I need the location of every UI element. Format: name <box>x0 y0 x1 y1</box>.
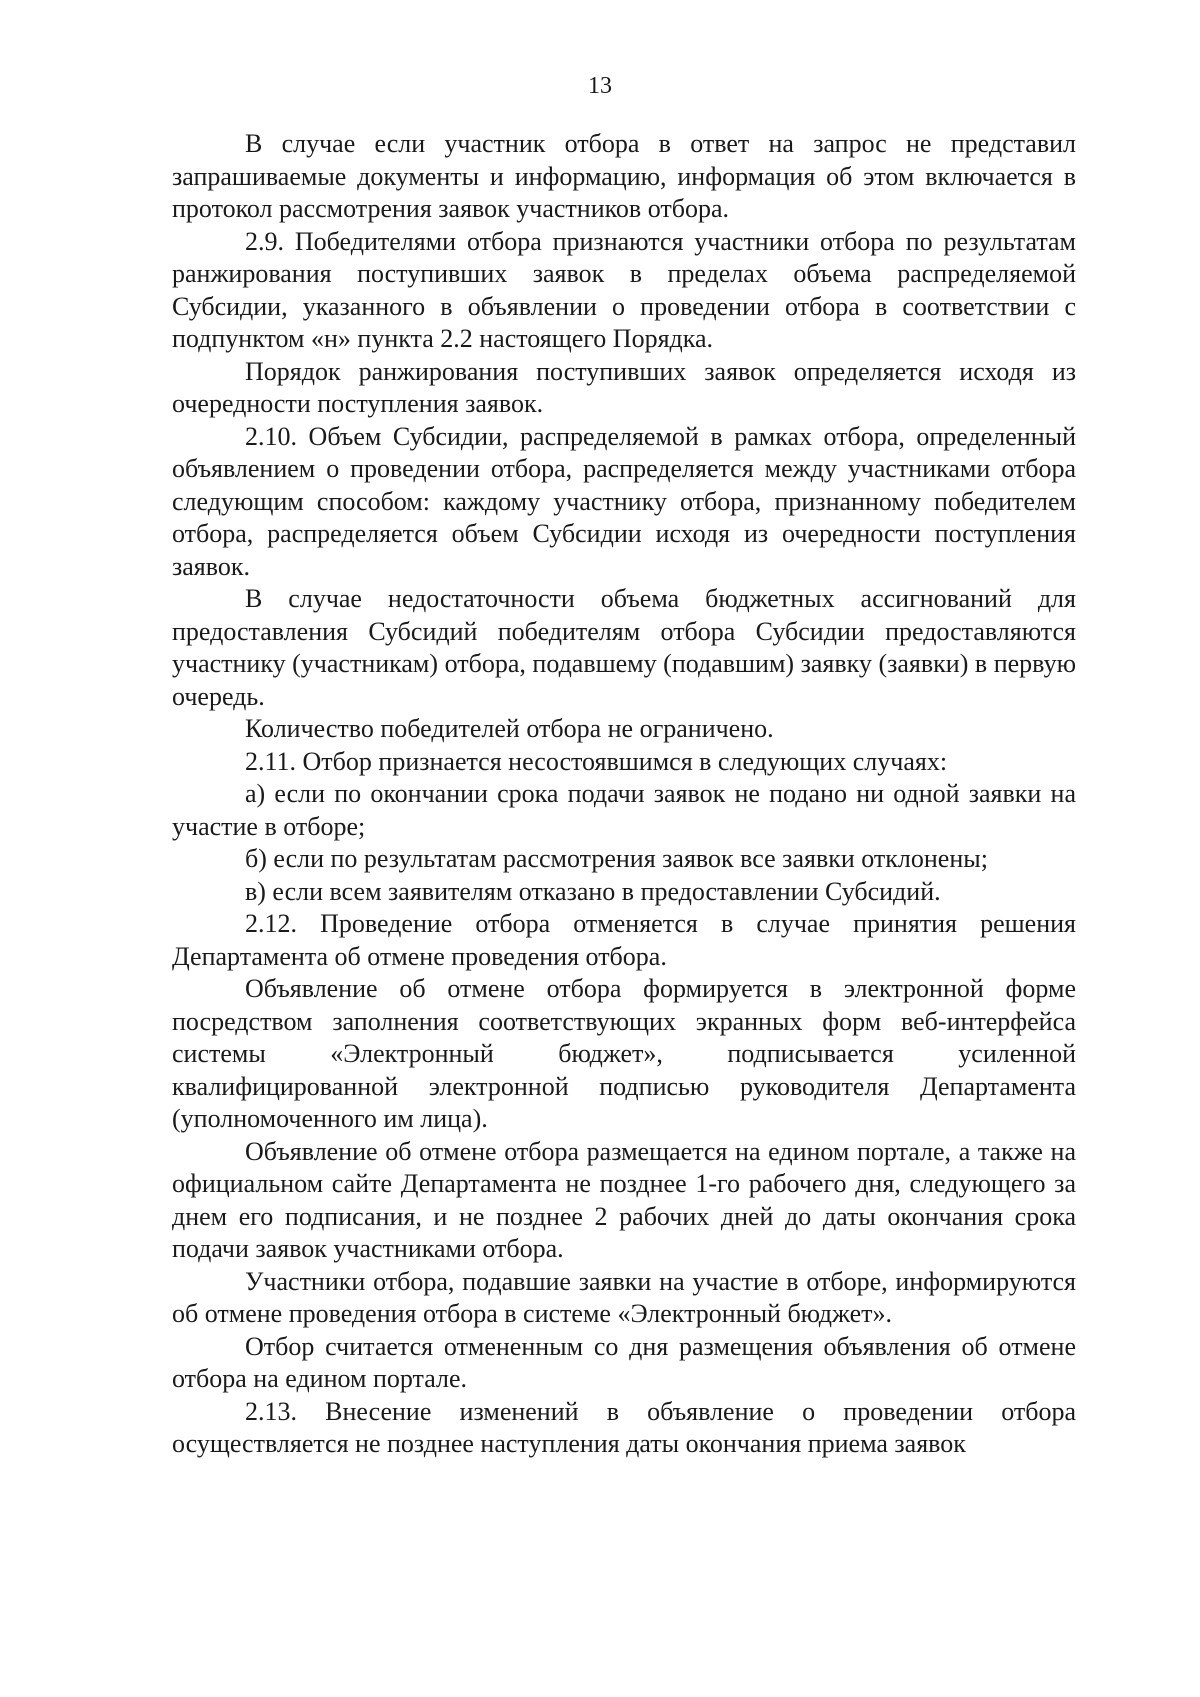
paragraph-2-12-cancellation: 2.12. Проведение отбора отменяется в случае принятия решения Департамента об отмене проведения отбора. <box>172 909 1076 971</box>
paragraph-cancellation-form: Объявление об отмене отбора формируется в электронной форме посредством заполнения соответствующих экранных форм веб-интерфейса системы «Электронный бюджет», подписывается усиленной квалифицированной электронной подписью руководителя Департамента (уполномоченного им лица). <box>172 974 1076 1133</box>
list-item-v: в) если всем заявителям отказано в предоставлении Субсидий. <box>245 876 941 906</box>
paragraph-2-13-amendments: 2.13. Внесение изменений в объявление о проведении отбора осуществляется не позднее наступления даты окончания приема заявок <box>172 1396 1076 1458</box>
paragraph-cancellation-publication: Объявление об отмене отбора размещается на едином портале, а также на официальном сайте Департамента не позднее 1-го рабочего дня, следующего за днем его подписания, и не позднее 2 рабочих дней до даты окончания срока подачи заявок участниками отбора. <box>172 1136 1076 1263</box>
paragraph-ranking-order: Порядок ранжирования поступивших заявок определяется исходя из очередности поступления заявок. <box>172 356 1076 418</box>
page-number: 13 <box>588 73 612 99</box>
list-item-a: а) если по окончании срока подачи заявок не подано ни одной заявки на участие в отборе; <box>172 779 1076 841</box>
paragraph-cancellation-effective: Отбор считается отмененным со дня размещения объявления об отмене отбора на едином портале. <box>172 1331 1076 1393</box>
paragraph-2-11-failed-selection: 2.11. Отбор признается несостоявшимся в следующих случаях: <box>245 746 948 776</box>
paragraph-2-10-subsidy-volume: 2.10. Объем Субсидии, распределяемой в рамках отбора, определенный объявлением о проведении отбора, распределяется между участниками отбора следующим способом: каждому участнику отбора, признанному победителем отбора, распределяется объем Субсидии исходя из очередности поступления заявок. <box>172 421 1076 581</box>
paragraph-winners-count: Количество победителей отбора не ограничено. <box>245 714 774 743</box>
document-body <box>172 128 1076 1461</box>
list-item-b: б) если по результатам рассмотрения заявок все заявки отклонены; <box>245 844 988 873</box>
paragraph-participants-informed: Участники отбора, подавшие заявки на участие в отборе, информируются об отмене проведения отбора в системе «Электронный бюджет». <box>172 1266 1076 1328</box>
paragraph-insufficient-budget: В случае недостаточности объема бюджетных ассигнований для предоставления Субсидий победителям отбора Субсидии предоставляются участнику (участникам) отбора, подавшему (подавшим) заявку (заявки) в первую очередь. <box>172 584 1076 711</box>
paragraph-request-documents: В случае если участник отбора в ответ на запрос не представил запрашиваемые документы и информацию, информация об этом включается в протокол рассмотрения заявок участников отбора. <box>172 129 1076 223</box>
paragraph-2-9-winners: 2.9. Победителями отбора признаются участники отбора по результатам ранжирования поступивших заявок в пределах объема распределяемой Субсидии, указанного в объявлении о проведении отбора в соответствии с подпунктом «н» пункта 2.2 настоящего Порядка. <box>172 226 1076 353</box>
